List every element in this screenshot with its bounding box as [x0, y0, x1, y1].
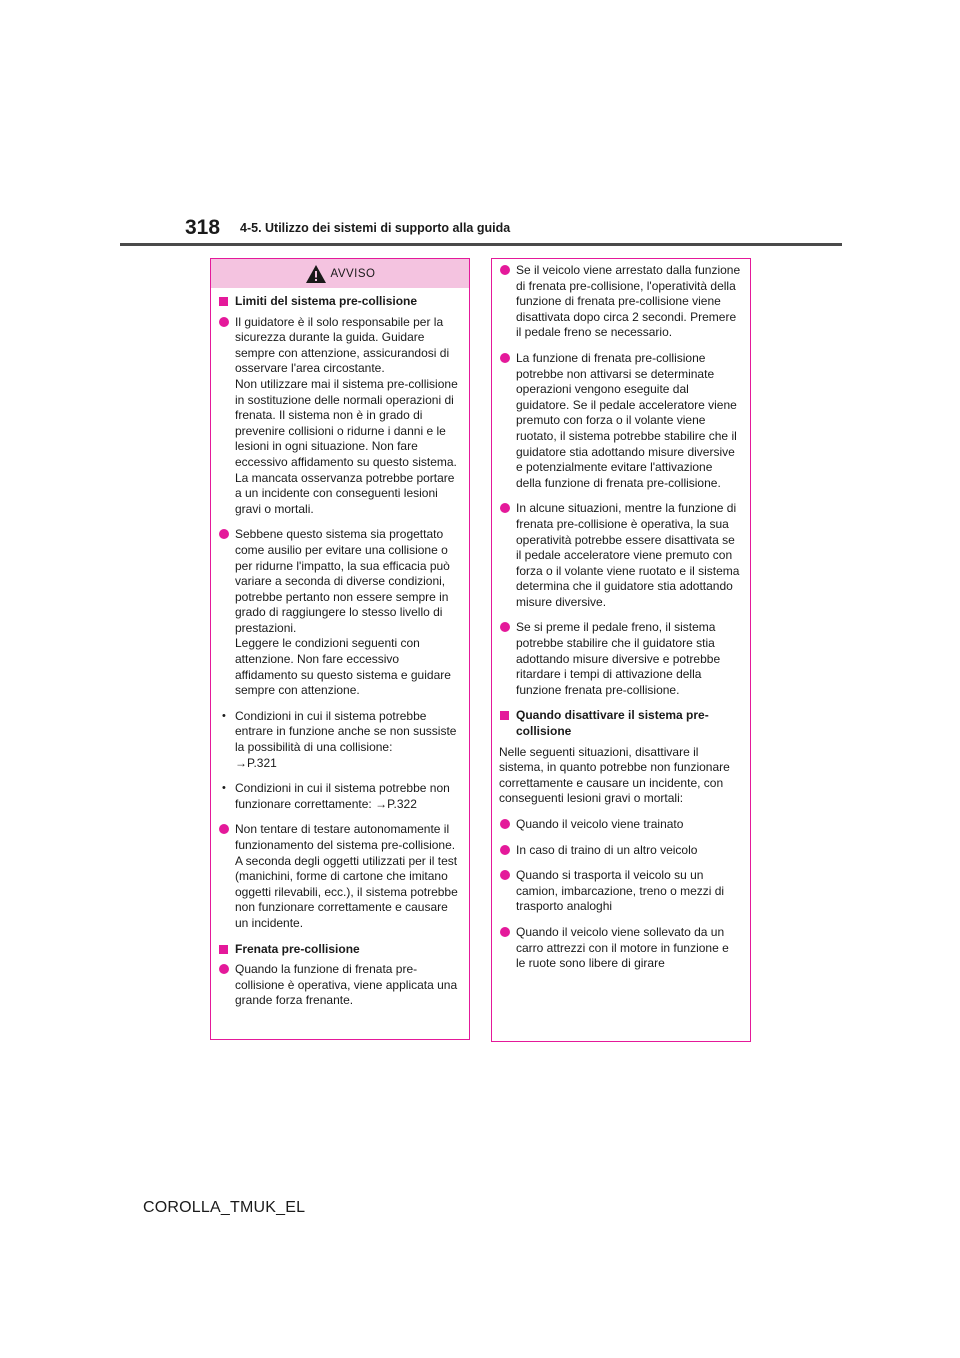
bullet-item: In alcune situazioni, mentre la funzione di frenata pre-collisione è operativa, la sua operatività potrebbe essere disattivata se il pedale acceleratore viene premuto con forza o il volante viene ruotato e il sistema determina che il guidatore stia adottando misure diversive. — [499, 501, 741, 610]
sub-bullet-item: • Condizioni in cui il sistema potrebbe entrare in funzione anche se non sussiste la possibilità di una collisione: →P.321 — [218, 709, 460, 771]
warning-label: AVVISO — [330, 267, 376, 280]
warning-content-right — [492, 259, 750, 972]
heading-pre-collision-braking: Frenata pre-collisione — [218, 942, 460, 958]
header-rule — [120, 243, 842, 246]
warning-box-right — [491, 258, 751, 1042]
bullet-item: In caso di traino di un altro veicolo — [499, 843, 741, 859]
warning-box-left — [210, 258, 470, 1040]
warning-header — [211, 259, 469, 288]
bullet-item: Quando si trasporta il veicolo su un camion, imbarcazione, treno o mezzi di trasporto analoghi — [499, 868, 741, 915]
paragraph: Nelle seguenti situazioni, disattivare il sistema, in quanto potrebbe non funzionare correttamente e causare un incidente, con conseguenti lesioni gravi o mortali: — [499, 744, 730, 806]
bullet-item: Non tentare di testare autonomamente il funzionamento del sistema pre-collisione. A seconda degli oggetti utilizzati per il test (manichini, forme di cartone che imitano oggetti rilevabili, ecc.), il sistema potrebbe non funzionare correttamente e causare un incidente. — [218, 822, 460, 931]
bullet-item: Sebbene questo sistema sia progettato come ausilio per evitare una collisione o per ridurne l'impatto, la sua efficacia può variare a seconda di diverse condizioni, potrebbe pertanto non essere sempre in grado di raggiungere lo stesso livello di prestazioni. Leggere le condizioni seguenti con attenzione. Non fare eccessivo affidamento su questo sistema e guidare sempre con attenzione. — [218, 527, 460, 699]
bullet-item: La funzione di frenata pre-collisione potrebbe non attivarsi se determinate operazioni vengono eseguite dal guidatore. Se il pedale acceleratore viene premuto con forza o il volante viene ruotato, il sistema potrebbe stabilire che il guidatore stia adottando misure diversive e potenzialmente evitare l'attivazione della funzione di frenata pre-collisione. — [499, 351, 741, 491]
model-code-footer: COROLLA_TMUK_EL — [143, 1199, 306, 1216]
page-number: 318 — [185, 216, 221, 239]
sub-bullet-item: • Condizioni in cui il sistema potrebbe non funzionare correttamente: →P.322 — [218, 781, 460, 812]
bullet-item: Quando il veicolo viene trainato — [499, 817, 741, 833]
bullet-item: Il guidatore è il solo responsabile per la sicurezza durante la guida. Guidare sempre con attenzione, assicurandosi di osservare l'area circostante. Non utilizzare mai il sistema pre-collisione in sostituzione delle normali operazioni di frenata. Il sistema non è in grado di prevenire collisioni o ridurne i danni e le lesioni in ogni situazione. Non fare eccessivo affidamento su questo sistema. La mancata osservanza potrebbe portare a un incidente con conseguenti lesioni gravi o mortali. — [218, 315, 460, 518]
section-title: 4-5. Utilizzo dei sistemi di supporto alla guida — [240, 221, 511, 235]
warning-triangle-icon — [305, 264, 327, 284]
heading-when-to-disable: Quando disattivare il sistema pre-collisione — [499, 708, 741, 739]
heading-limits: Limiti del sistema pre-collisione — [218, 294, 460, 310]
warning-content-left — [211, 288, 469, 1009]
bullet-item: Se si preme il pedale freno, il sistema potrebbe stabilire che il guidatore stia adottando misure diversive e potrebbe ritardare i tempi di attivazione della funzione frenata pre-collisione. — [499, 620, 741, 698]
bullet-item: Quando la funzione di frenata pre-collisione è operativa, viene applicata una grande forza frenante. — [218, 962, 460, 1009]
bullet-item: Quando il veicolo viene sollevato da un carro attrezzi con il motore in funzione e le ruote sono libere di girare — [499, 925, 741, 972]
bullet-item: Se il veicolo viene arrestato dalla funzione di frenata pre-collisione, l'operatività della funzione di frenata pre-collisione viene disattivata dopo circa 2 secondi. Premere il pedale freno se necessario. — [499, 263, 741, 341]
